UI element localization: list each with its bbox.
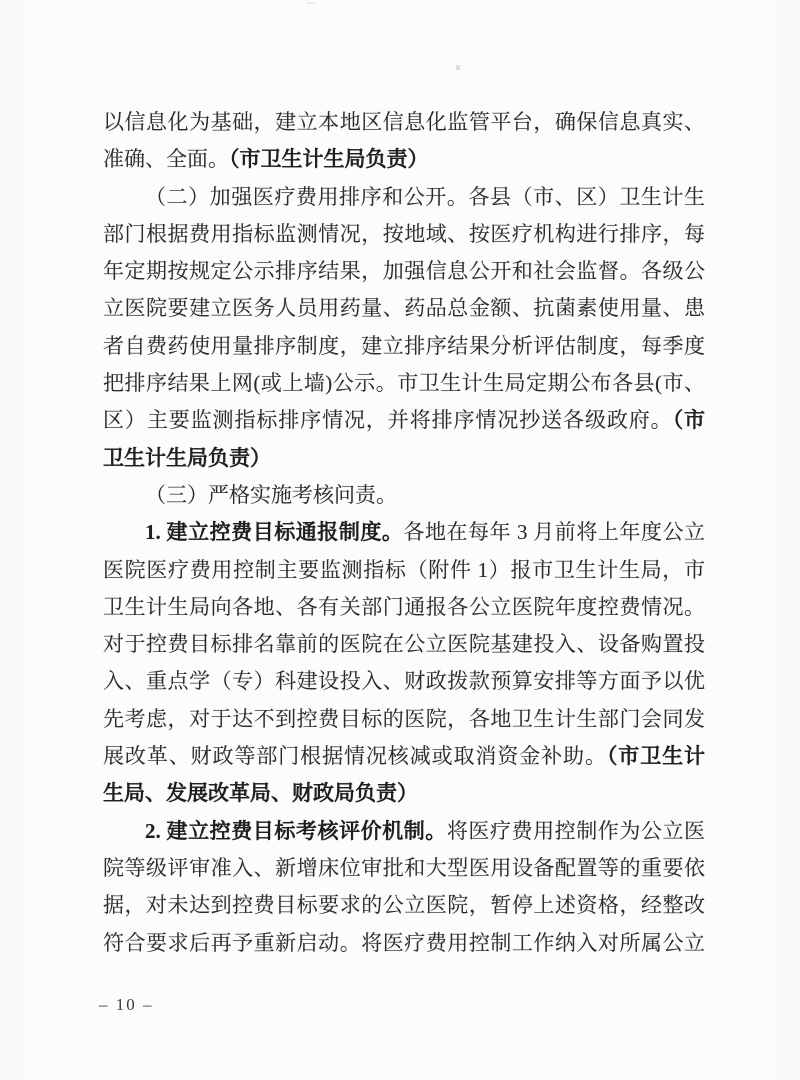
text-segment: 立医院要建立医务人员用药量、药品总金额、抗菌素使用量、患 (103, 296, 705, 321)
text-segment: 将医疗费用控制作为公立医 (446, 818, 706, 843)
bold-text-segment: 1. 建立控费目标通报制度。 (145, 520, 404, 545)
text-line (103, 328, 705, 365)
text-line (103, 179, 705, 216)
text-line (103, 738, 705, 775)
bold-text-segment: 卫生计生局负责） (103, 445, 271, 470)
text-segment: 区）主要监测指标排序情况，并将排序情况抄送各级政府。 (103, 408, 673, 433)
text-line (103, 514, 705, 551)
text-line (103, 850, 705, 887)
text-segment: 入、重点学（专）科建设投入、财政拨款预算安排等方面予以优 (103, 669, 705, 694)
text-segment: 符合要求后再予重新启动。将医疗费用控制工作纳入对所属公立 (103, 930, 705, 955)
text-segment: 医院医疗费用控制主要监测指标（附件 1）报市卫生计生局，市 (103, 557, 705, 582)
text-line (103, 365, 705, 402)
text-line (103, 253, 705, 290)
bold-text-segment: （市 (672, 408, 706, 433)
text-line (103, 216, 705, 253)
text-segment: 卫生计生局向各地、各有关部门通报各公立医院年度控费情况。 (103, 594, 705, 619)
text-segment: 各地在每年 3 月前将上年度公立 (403, 520, 706, 545)
text-line (103, 104, 705, 141)
text-segment: 部门根据费用指标监测情况，按地域、按医疗机构进行排序，每 (103, 221, 705, 246)
text-line (103, 887, 705, 924)
bold-text-segment: （市卫生计生局负责） (229, 147, 429, 172)
text-line (103, 290, 705, 327)
text-line (103, 775, 705, 812)
text-line (103, 440, 705, 477)
text-segment: （二）加强医疗费用排序和公开。各县（市、区）卫生计生 (145, 184, 705, 209)
bold-text-segment: 2. 建立控费目标考核评价机制。 (145, 818, 447, 843)
bold-text-segment: 生局、发展改革局、财政局负责） (103, 781, 418, 806)
text-line (103, 477, 705, 514)
text-segment: 以信息化为基础，建立本地区信息化监管平台，确保信息真实、 (103, 110, 705, 134)
page-number: – 10 – (99, 995, 154, 1014)
text-line (103, 141, 705, 178)
text-line (103, 701, 705, 738)
text-line (103, 813, 705, 850)
text-segment: （三）严格实施考核问责。 (145, 482, 397, 507)
text-segment: 把排序结果上网(或上墙)公示。市卫生计生局定期公布各县(市、 (103, 371, 705, 396)
text-line (103, 589, 705, 626)
text-segment: 对于控费目标排名靠前的医院在公立医院基建投入、设备购置投 (103, 632, 705, 657)
text-line (103, 925, 705, 962)
text-segment: 准确、全面。 (103, 147, 229, 172)
scan-artifact (306, 2, 315, 4)
text-line (103, 402, 705, 439)
text-segment: 院等级评审准入、新增床位审批和大型医用设备配置等的重要依 (103, 855, 705, 880)
bold-text-segment: （市卫生计 (606, 744, 706, 769)
scan-artifact (456, 65, 460, 70)
document-body (103, 104, 705, 962)
text-segment: 展改革、财政等部门根据情况核减或取消资金补助。 (103, 744, 607, 769)
text-segment: 年定期按规定公示排序结果，加强信息公开和社会监督。各级公 (103, 259, 705, 284)
text-segment: 先考虑，对于达不到控费目标的医院，各地卫生计生部门会同发 (103, 706, 705, 731)
text-segment: 据，对未达到控费目标要求的公立医院，暂停上述资格，经整改 (103, 893, 705, 918)
text-segment: 者自费药使用量排序制度，建立排序结果分析评估制度，每季度 (103, 333, 705, 358)
text-line (103, 626, 705, 663)
text-line (103, 663, 705, 700)
text-line (103, 552, 705, 589)
